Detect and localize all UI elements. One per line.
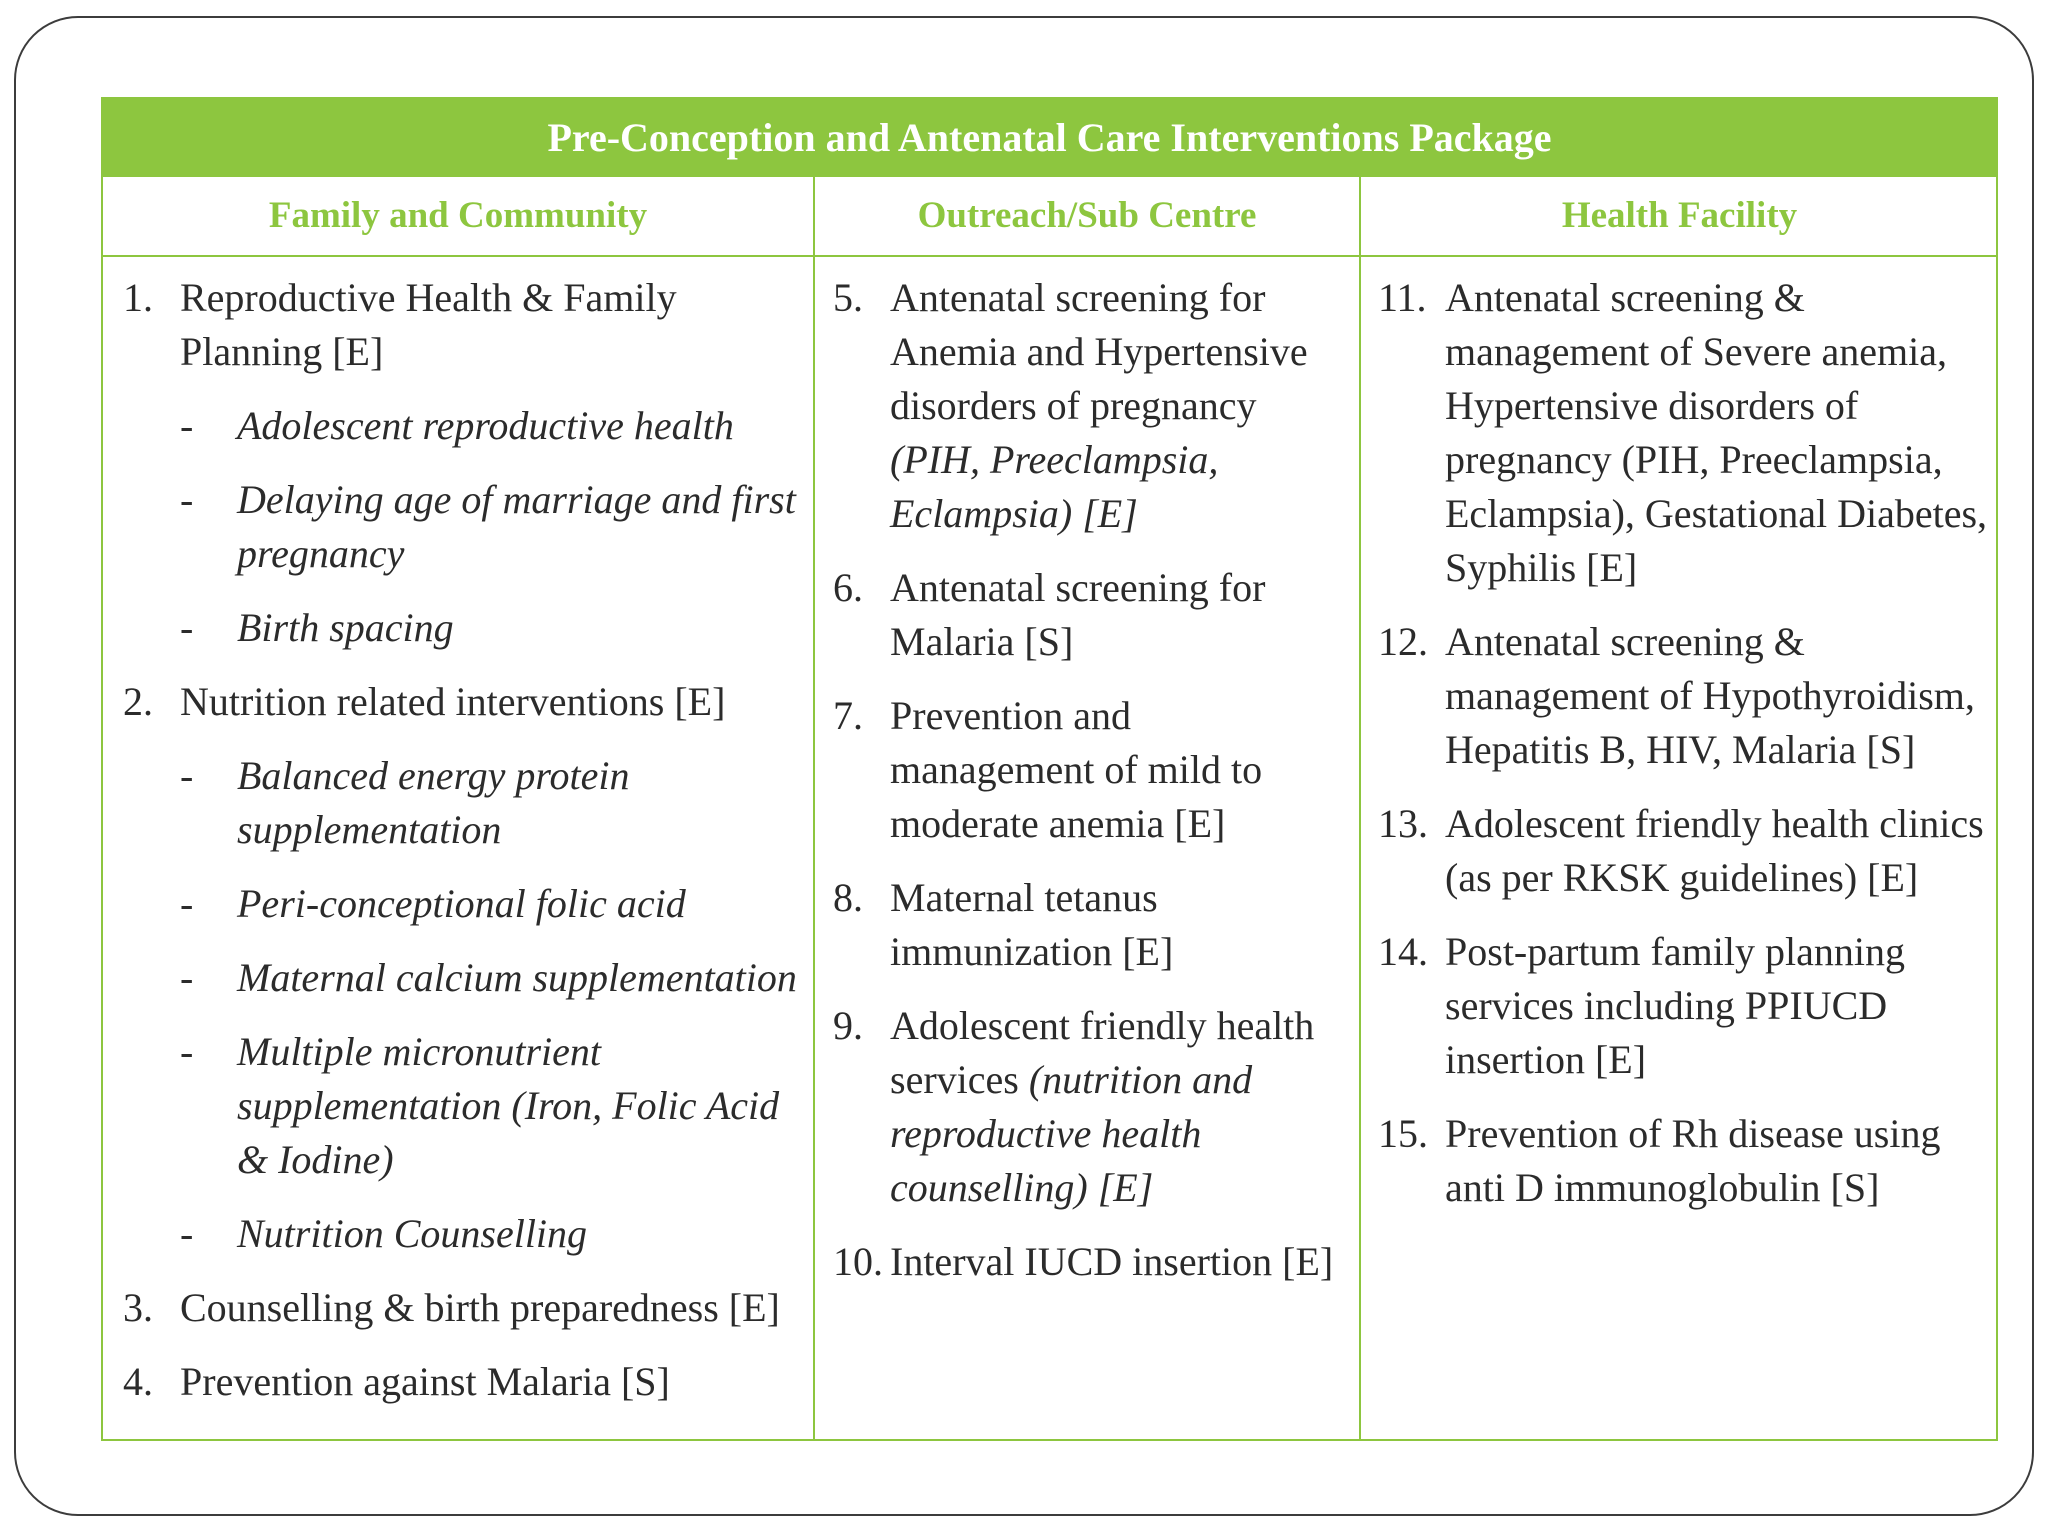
column-header-facility: Health Facility [1561,195,1798,236]
item-text: Reproductive Health & Family Planning [E] [180,275,677,374]
sub-item-text: Adolescent reproductive health [237,403,734,448]
item-number: 8. [833,875,863,920]
bullet-dash: - [180,753,194,798]
list-item [1378,925,1990,1087]
list-item [1378,615,1990,777]
list-item [123,675,803,729]
sub-item [123,1207,803,1261]
sub-item [123,951,803,1005]
item-text: Antenatal screening for Malaria [S] [890,565,1266,664]
item-number: 5. [833,275,863,320]
list-item [1378,797,1990,905]
bullet-dash: - [180,1029,194,1074]
item-italic-text: (nutrition and reproductive health counselling) [E] [890,1057,1253,1210]
column-outreach [833,271,1343,1439]
list-item [833,561,1343,669]
sub-item [123,1025,803,1187]
sub-item-text: Multiple micronutrient supplementation (Iron, Folic Acid & Iodine) [237,1029,780,1182]
item-text: Antenatal screening for Anemia and Hypertensive disorders of pregnancy [890,275,1308,428]
item-text: Adolescent friendly health clinics (as per RKSK guidelines) [E] [1445,801,1984,900]
item-number: 14. [1378,929,1428,974]
column-family-community [123,271,803,1439]
interventions-table [101,97,1998,1441]
list-item [1378,271,1990,595]
item-text: Prevention of Rh disease using anti D immunoglobulin [S] [1445,1111,1941,1210]
item-number: 9. [833,1003,863,1048]
sub-item-text: Peri-conceptional folic acid [237,881,686,926]
column-header-family: Family and Community [268,195,648,236]
bullet-dash: - [180,881,194,926]
item-number: 1. [123,275,153,320]
list-item [123,1355,803,1409]
list-item [833,1235,1343,1289]
item-text: Maternal tetanus immunization [E] [890,875,1174,974]
item-number: 7. [833,693,863,738]
sub-item-text: Maternal calcium supplementation [237,955,797,1000]
sub-item [123,399,803,453]
column-header-row [103,177,1996,257]
list-item [833,271,1343,541]
item-text: Prevention and management of mild to moderate anemia [E] [890,693,1263,846]
item-number: 3. [123,1285,153,1330]
list-item [833,999,1343,1215]
column-divider [1359,177,1361,1439]
sub-item-text: Nutrition Counselling [237,1211,588,1256]
item-text: Counselling & birth preparedness [E] [180,1285,780,1330]
item-number: 11. [1378,275,1427,320]
list-item [123,1281,803,1335]
sub-item [123,473,803,581]
list-item [1378,1107,1990,1215]
item-number: 4. [123,1359,153,1404]
sub-item-text: Balanced energy protein supplementation [237,753,630,852]
item-number: 6. [833,565,863,610]
column-health-facility [1378,271,1990,1439]
list-item [833,871,1343,979]
sub-item [123,749,803,857]
item-text: Nutrition related interventions [E] [180,679,726,724]
item-text: Interval IUCD insertion [E] [890,1239,1334,1284]
bullet-dash: - [180,477,194,522]
item-text: Antenatal screening & management of Hypothyroidism, Hepatitis B, HIV, Malaria [S] [1445,619,1975,772]
item-number: 2. [123,679,153,724]
table-title: Pre-Conception and Antenatal Care Interventions Package [103,99,1996,177]
item-number: 12. [1378,619,1428,664]
sub-item [123,877,803,931]
item-text: Antenatal screening & management of Severe anemia, Hypertensive disorders of pregnancy (PIH, Preeclampsia, Eclampsia), Gestational Diabetes, Syphilis [E] [1445,275,1988,590]
item-text: Prevention against Malaria [S] [180,1359,670,1404]
sub-item-text: Delaying age of marriage and first pregnancy [237,477,796,576]
column-header-outreach: Outreach/Sub Centre [917,195,1257,236]
bullet-dash: - [180,955,194,1000]
list-item [123,271,803,379]
bullet-dash: - [180,1211,194,1256]
item-italic-text: (PIH, Preeclampsia, Eclampsia) [E] [890,437,1219,536]
slide-frame [14,16,2034,1516]
sub-item-text: Birth spacing [237,605,454,650]
list-item [833,689,1343,851]
item-text: Post-partum family planning services including PPIUCD insertion [E] [1445,929,1905,1082]
bullet-dash: - [180,403,194,448]
sub-item [123,601,803,655]
item-number: 15. [1378,1111,1428,1156]
item-text: Adolescent friendly health services [890,1003,1315,1102]
column-divider [813,177,815,1439]
item-number: 13. [1378,801,1428,846]
item-number: 10. [833,1239,883,1284]
bullet-dash: - [180,605,194,650]
